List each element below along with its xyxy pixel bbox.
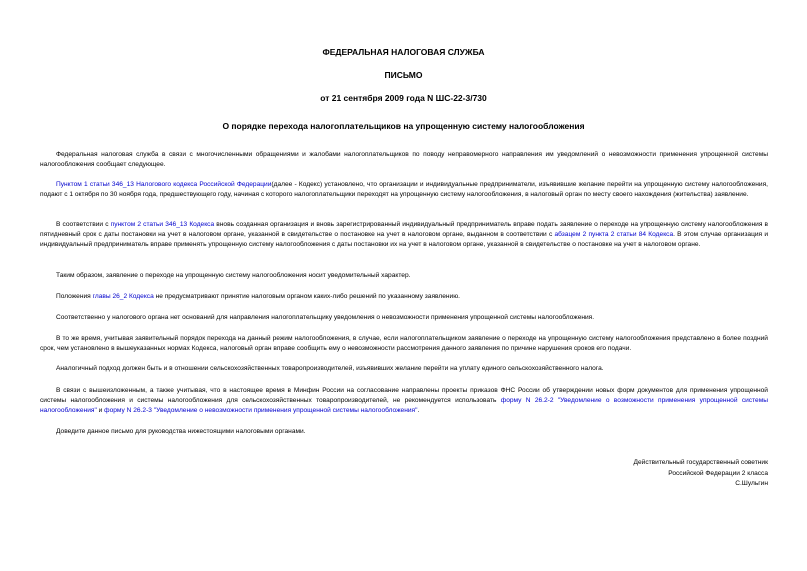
document-subject: О порядке перехода налогоплательщиков на упрощенную систему налогообложения [222, 121, 585, 131]
paragraph-8 [40, 364, 768, 374]
signature-block [468, 458, 768, 490]
paragraph-text: Федеральная налоговая служба в связи с многочисленными обращениями и жалобами налогоплательщиков по поводу неправомерного направления им уведомлений о невозможности применения упрощенной системы налогообложения сообщает следующее. [40, 151, 768, 169]
paragraph-text: Положения [56, 293, 93, 300]
link-article-84[interactable]: абзацем 2 пункта 2 статьи 84 Кодекса [554, 231, 674, 239]
link-article-346-13-p2[interactable]: пунктом 2 статьи 346_13 Кодекса [110, 221, 215, 228]
paragraph-text: Аналогичный подход должен быть и в отношении сельскохозяйственных товаропроизводителей, изъявивших желание перейти на уплату единого сельскохозяйственного налога. [56, 365, 604, 372]
paragraph-3 [40, 220, 768, 251]
paragraph-text: В соответствии с [56, 221, 111, 228]
document-type: ПИСЬМО [384, 70, 423, 80]
link-form-26-2-2[interactable]: форму N 26.2-2 "Уведомление о возможности применения упрощенной системы налогообложения" [40, 397, 768, 415]
document-date-number: от 21 сентября 2009 года N ШС-22-3/730 [320, 93, 487, 103]
paragraph-text: Доведите данное письмо для руководства нижестоящими налоговыми органами. [56, 428, 306, 435]
paragraph-text: Соответственно у налогового органа нет оснований для направления налогоплательщику уведомления о невозможности применения упрощенной системы налогообложения. [56, 314, 595, 321]
paragraph-10 [40, 427, 768, 437]
paragraph-4 [40, 271, 768, 281]
paragraph-text: . В этом случае организация и индивидуальный предприниматель вправе применять упрощенную систему налогообложения с даты постановки их на учет в налоговом органе, указанной в свидетельстве о постановке на учет в налоговом органе. [40, 231, 769, 249]
paragraph-text: Таким образом, заявление о переходе на упрощенную систему налогообложения носит уведомительный характер. [56, 272, 411, 279]
paragraph-text: . [417, 407, 420, 415]
paragraph-6 [40, 313, 768, 323]
paragraph-7 [40, 334, 768, 354]
agency-title: ФЕДЕРАЛЬНАЯ НАЛОГОВАЯ СЛУЖБА [322, 47, 485, 57]
paragraph-text: (далее - Кодекс) установлено, что организации и индивидуальные предприниматели, изъявившие желание перейти на упрощенную систему налогообложения, подают с 1 октября по 30 ноября года, предшествующего году, начиная с которого налогоплательщики переходят на упрощенную систему налогообложения, в налоговый орган по месту своего нахождения (жительства) заявление. [40, 181, 768, 199]
link-chapter-26-2[interactable]: главы 26_2 Кодекса [92, 293, 154, 300]
paragraph-text: и [96, 407, 105, 415]
paragraph-1 [40, 150, 768, 170]
paragraph-9 [40, 386, 768, 417]
link-form-26-2-3[interactable]: форму N 26.2-3 "Уведомление о невозможности применения упрощенной системы налогообложения" [104, 407, 418, 415]
paragraph-text: В то же время, учитывая заявительный порядок перехода на данный режим налогообложения, в случае, если налогоплательщиком заявление о переходе на упрощенную систему налогообложения представлено в более поздний срок, чем установлено в вышеуказанных нормах Кодекса, налоговый орган вправе сообщить ему о невозможности рассмотрения данного заявления по причине нарушения сроков его подачи. [40, 335, 768, 353]
signature-title: Действительный государственный советник [633, 459, 768, 466]
paragraph-5 [40, 292, 768, 302]
signature-name: С.Шульгин [735, 480, 768, 487]
paragraph-text: не предусматривают принятие налоговым органом каких-либо решений по указанному заявлению. [153, 293, 461, 300]
paragraph-text: В связи с вышеизложенным, а также учитывая, что в настоящее время в Минфин России на согласование направлены проекты приказов ФНС России об утверждении новых форм документов для применения упрощенной системы налогообложения и системы налогообложения для сельскохозяйственных товаропроизводителей, не рекомендуется использовать [40, 387, 768, 405]
link-article-346-13-p1[interactable]: Пунктом 1 статьи 346_13 Налогового кодекса Российской Федерации [56, 181, 272, 188]
paragraph-text: вновь созданная организация и вновь зарегистрированный индивидуальный предприниматель вправе подать заявление о переходе на упрощенную систему налогообложения в пятидневный срок с даты постановки на учет в налоговом органе, указанной в свидетельстве о постановке на учет в налоговом органе, выданном в соответствии с [40, 221, 769, 239]
signature-rank: Российской Федерации 2 класса [668, 469, 768, 477]
paragraph-2 [40, 180, 768, 200]
